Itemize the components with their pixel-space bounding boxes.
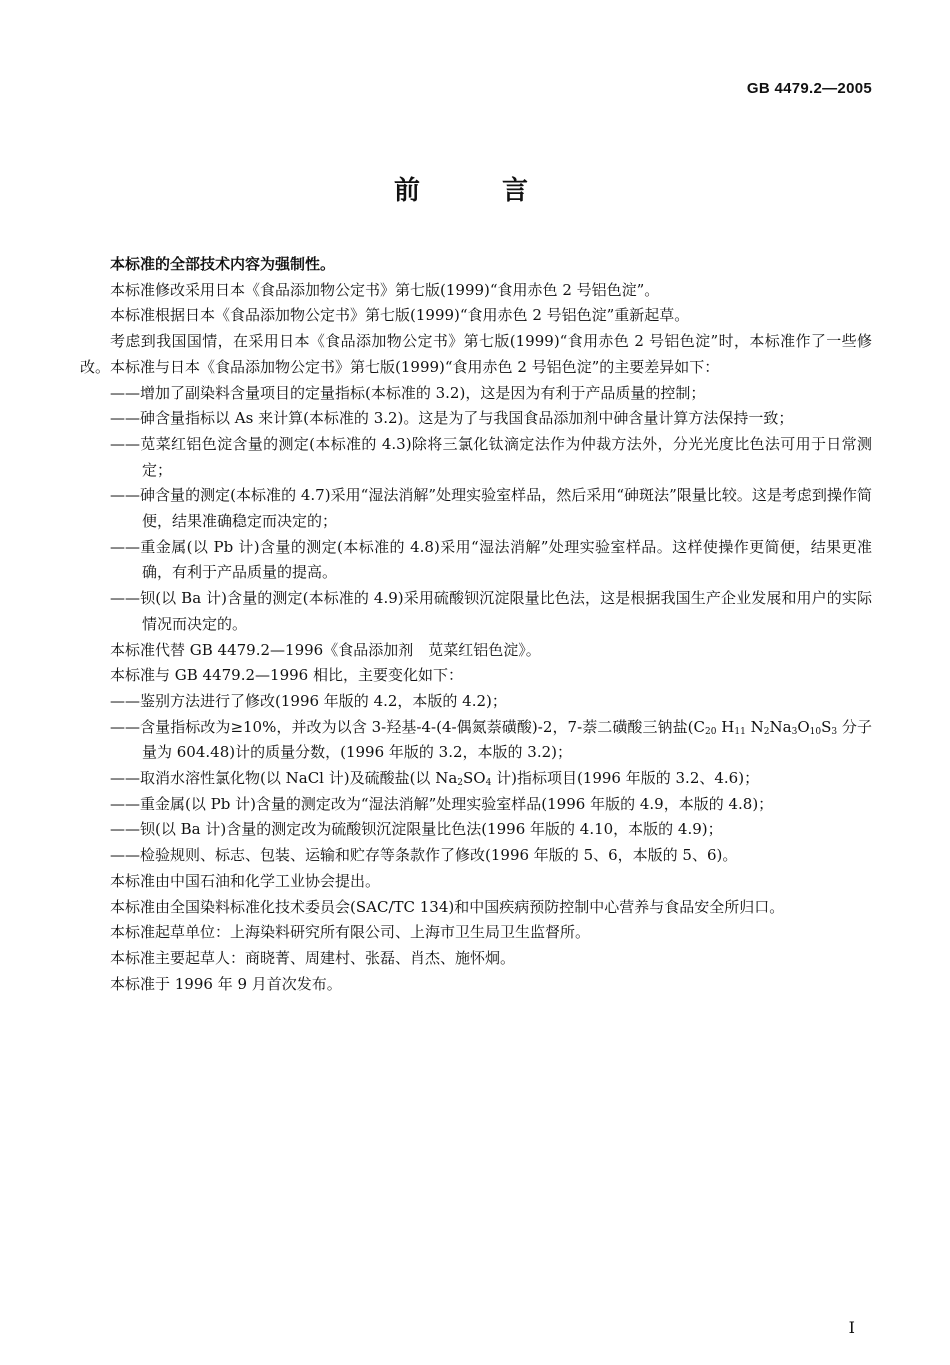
change-item: ——重金属(以 Pb 计)含量的测定改为“湿法消解”处理实验室样品(1996 年版的 4.9，本版的 4.8)； xyxy=(110,794,774,813)
formula-text: Na xyxy=(769,717,792,736)
foreword-body xyxy=(80,252,872,997)
change-item: ——钡(以 Ba 计)含量的测定改为硫酸钡沉淀限量比色法(1996 年版的 4.10，本版的 4.9)； xyxy=(110,820,723,839)
paragraph-changes-intro: 本标准与 GB 4479.2—1996 相比，主要变化如下： xyxy=(110,666,463,685)
difference-item: ——重金属(以 Pb 计)含量的测定(本标准的 4.8)采用“湿法消解”处理实验室样品。这样使操作更简便，结果更准确，有利于产品质量的提高。 xyxy=(110,537,872,582)
formula-text: O xyxy=(797,717,810,736)
formula-text: S xyxy=(821,717,832,736)
paragraph-drafters: 本标准主要起草人：商晓菁、周建村、张磊、肖杰、施怀炯。 xyxy=(110,948,516,967)
formula-text: ——含量指标改为≥10%，并改为以含 3-羟基-4-(4-偶氮萘磺酸)-2，7-萘二磺酸三钠盐(C xyxy=(110,717,705,736)
paragraph-adoption: 本标准修改采用日本《食品添加物公定书》第七版(1999)“食用赤色 2 号铝色淀”。 xyxy=(110,280,660,299)
paragraph-drafting: 本标准根据日本《食品添加物公定书》第七版(1999)“食用赤色 2 号铝色淀”重新起草。 xyxy=(110,306,690,325)
difference-item: ——增加了副染料含量项目的定量指标(本标准的 3.2)，这是因为有利于产品质量的控制； xyxy=(110,383,706,402)
change-item-formula xyxy=(80,715,872,766)
formula-text: 分子量为 604.48)计的质量分数，(1996 年版的 3.2，本版的 3.2)； xyxy=(142,717,872,762)
paragraph-proposer: 本标准由中国石油和化学工业协会提出。 xyxy=(110,871,381,890)
subscript: 11 xyxy=(734,726,746,737)
formula-text: H xyxy=(716,717,735,736)
item-text: 计)指标项目(1996 年版的 3.2、4.6)； xyxy=(491,769,760,788)
paragraph-mandatory: 本标准的全部技术内容为强制性。 xyxy=(110,255,336,273)
difference-item: ——苋菜红铝色淀含量的测定(本标准的 4.3)除将三氯化钛滴定法作为仲裁方法外，分光光度比色法可用于日常测定； xyxy=(110,434,872,479)
subscript: 2 xyxy=(457,778,464,789)
page-title: 前 言 xyxy=(393,176,556,206)
page-number: I xyxy=(848,1318,855,1337)
change-item-sulfate xyxy=(80,766,872,792)
subscript: 3 xyxy=(831,726,838,737)
paragraph-replaces: 本标准代替 GB 4479.2—1996《食品添加剂 苋菜红铝色淀》。 xyxy=(110,640,541,659)
item-text: SO xyxy=(463,769,486,788)
subscript: 4 xyxy=(485,778,492,789)
item-text: ——取消水溶性氯化物(以 NaCl 计)及硫酸盐(以 Na xyxy=(110,769,458,788)
difference-item: ——砷含量指标以 As 来计算(本标准的 3.2)。这是为了与我国食品添加剂中砷含量计算方法保持一致； xyxy=(110,409,794,428)
change-item: ——检验规则、标志、包装、运输和贮存等条款作了修改(1996 年版的 5、6，本版的 5、6)。 xyxy=(110,846,738,865)
formula-text: N xyxy=(745,717,764,736)
change-item: ——鉴别方法进行了修改(1996 年版的 4.2，本版的 4.2)； xyxy=(110,691,507,710)
subscript: 10 xyxy=(809,726,822,737)
subscript: 2 xyxy=(763,726,770,737)
paragraph-centralized: 本标准由全国染料标准化技术委员会(SAC/TC 134)和中国疾病预防控制中心营养与食品安全所归口。 xyxy=(110,897,785,916)
paragraph-first-issued: 本标准于 1996 年 9 月首次发布。 xyxy=(110,974,342,993)
paragraph-differences-intro: 考虑到我国国情，在采用日本《食品添加物公定书》第七版(1999)“食用赤色 2 号铝色淀”时，本标准作了一些修改。本标准与日本《食品添加物公定书》第七版(1999)“食用赤色 2 号铝色淀”的主要差异如下： xyxy=(80,332,872,376)
subscript: 20 xyxy=(704,726,717,737)
difference-item: ——钡(以 Ba 计)含量的测定(本标准的 4.9)采用硫酸钡沉淀限量比色法，这是根据我国生产企业发展和用户的实际情况而决定的。 xyxy=(110,589,872,633)
difference-item: ——砷含量的测定(本标准的 4.7)采用“湿法消解”处理实验室样品，然后采用“砷斑法”限量比较。这是考虑到操作简便，结果准确稳定而决定的； xyxy=(110,486,872,531)
paragraph-drafting-units: 本标准起草单位：上海染料研究所有限公司、上海市卫生局卫生监督所。 xyxy=(110,923,591,942)
subscript: 3 xyxy=(791,726,798,737)
standard-number: GB 4479.2—2005 xyxy=(746,80,872,97)
